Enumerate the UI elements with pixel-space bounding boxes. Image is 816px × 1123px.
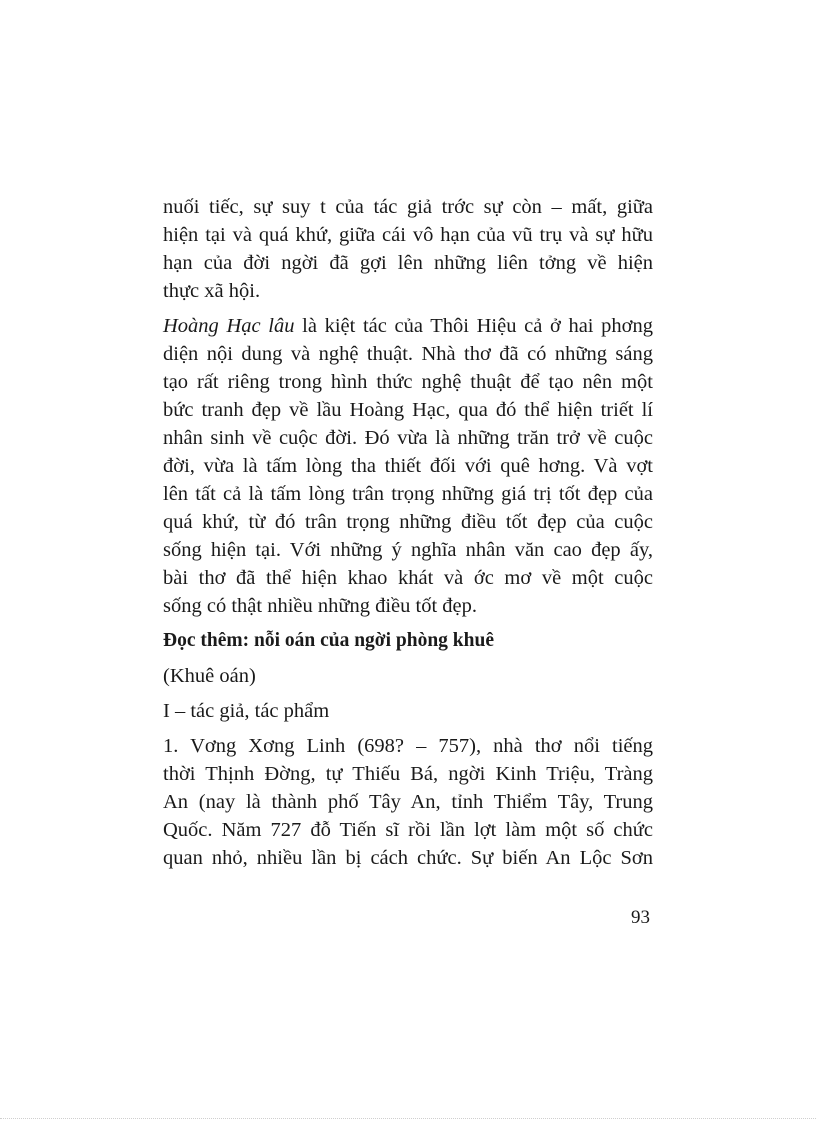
text-line: An (nay là thành phố Tây An, tỉnh Thiểm Tây, Trung [163,791,653,813]
paragraph-3 [163,732,653,872]
text-line: bức tranh đẹp về lầu Hoàng Hạc, qua đó thể hiện triết lí [163,399,653,421]
text-line: hiện tại và quá khứ, giữa cái vô hạn của vũ trụ và sự hữu [163,224,653,246]
text-line: quan nhỏ, nhiều lần bị cách chức. Sự biến An Lộc Sơn [163,847,653,869]
paragraph-1 [163,193,653,305]
page-bottom-edge [0,1118,816,1119]
text-fragment: là kiệt tác của Thôi Hiệu cả ở hai phơng [294,315,654,337]
paragraph-2 [163,312,653,620]
text-line: đời, vừa là tấm lòng tha thiết đối với quê hơng. Và vợt [163,455,653,477]
text-line: sống có thật nhiều những điều tốt đẹp. [163,595,478,617]
text-line: nuối tiếc, sự suy t của tác giả trớc sự còn – mất, giữa [163,196,653,218]
text-line: thời Thịnh Đờng, tự Thiếu Bá, ngời Kinh Triệu, Tràng [163,763,653,785]
section-heading: Đọc thêm: nỗi oán của ngời phòng khuê [163,630,494,651]
text-line: quá khứ, từ đó trân trọng những điều tốt đẹp của cuộc [163,511,653,533]
text-line: Quốc. Năm 727 đỗ Tiến sĩ rồi lần lợt làm một số chức [163,819,653,841]
subtitle: (Khuê oán) [163,665,256,687]
text-line: lên tất cả là tấm lòng trân trọng những giá trị tốt đẹp của [163,483,653,505]
text-line [163,312,653,340]
text-line: diện nội dung và nghệ thuật. Nhà thơ đã có những sáng [163,343,653,365]
text-line: tạo rất riêng trong hình thức nghệ thuật để tạo nên một [163,371,653,393]
poem-title: Hoàng Hạc lâu [163,315,295,337]
body-text [163,193,653,872]
text-line: sống hiện tại. Với những ý nghĩa nhân văn cao đẹp ấy, [163,539,653,561]
text-line: hạn của đời ngời đã gợi lên những liên tởng về hiện [163,252,653,274]
page-number: 93 [631,907,650,928]
text-line: bài thơ đã thể hiện khao khát và ớc mơ về một cuộc [163,567,653,589]
text-line: nhân sinh về cuộc đời. Đó vừa là những trăn trở về cuộc [163,427,653,449]
text-line: 1. Vơng Xơng Linh (698? – 757), nhà thơ nổi tiếng [163,735,653,757]
section-title: I – tác giả, tác phẩm [163,700,330,722]
text-line: thực xã hội. [163,280,261,302]
